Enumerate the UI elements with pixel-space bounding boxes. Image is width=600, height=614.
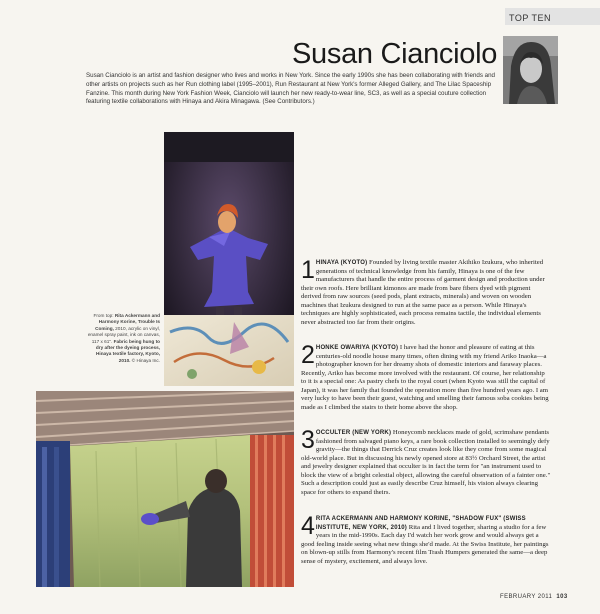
section-tag	[505, 8, 600, 25]
item-heading: HINAYA (KYOTO)	[315, 260, 368, 266]
item-text: Honeycomb necklaces made of gold, scrimshaw pendants fashioned from salvaged piano keys, a rare book collection installed to seemingly defy gravity—the things that Derrick Cruz creates look like they come from some magical old-world place. But in discussing his newly opened store at 83½ Orchard Street, the artist and jewelry designer explained that occulter is in fact the term for "an instrument used to block the view of a bright celestial object, allowing the careful observation of a fainter one." Such a description could just as easily describe Cruz himself, his vision always clearing space for others to expand theirs.	[301, 429, 551, 496]
issue-date: FEBRUARY 2011	[500, 594, 553, 600]
item-number: 2	[301, 341, 315, 369]
page-footer	[500, 594, 568, 600]
item-text: Rita and I lived together, sharing a studio for a few years in the mid-1990s. Each day I'd watch her work grow and would always get a good feeling inside seeing what new things she'd made. At the Swiss Institute, her paintings on blown-up stills from Harmony's recent film Trash Humpers generated the same—a deep sense of mystery, excitement, and always love.	[301, 523, 549, 565]
list-item-1	[301, 256, 551, 327]
author-portrait	[503, 36, 558, 104]
item-text: Founded by living textile master Akihiko Izukura, who inherited generations of technical knowledge from his family, Hinaya is one of the few manufacturers that handle the entire process of garment design and production under their own roofs. Here brilliant kimonos are made from bare fibers dyed with pigment derived from raw sources (seed pods, plant extracts, minerals) and woven on wooden machines that Izukura designed to run at the same pace as a person. While Hinaya's techniques are highly sophisticated, each process remains tactile, the individual elements never abstracted too far from their origins.	[301, 259, 545, 326]
list-item-2	[301, 341, 551, 412]
intro-paragraph: Susan Cianciolo is an artist and fashion designer who lives and works in New York. Since the early 1990s she has been collaborating with friends and other artists on projects such as her Run clothing label (1995–2001), Run Restaurant at New York's former Alleged Gallery, and The Lilac Spaceship Fanzine. This month during New York Fashion Week, Cianciolo will launch her new ready-to-wear line, SC3, as well as a special couture collection featuring textile collaborations with Hinaya and Akira Minagawa. (See Contributors.)	[86, 72, 495, 106]
list-item-3	[301, 426, 551, 497]
caption-artwork-details: 2010, acrylic on vinyl, enamel spray paint, ink on canvas, 117 x 61".	[87, 325, 160, 344]
photo-caption	[85, 313, 160, 364]
caption-credit: © Hinaya Inc.	[130, 357, 160, 363]
section-tag-label: TOP TEN	[509, 13, 552, 23]
item-heading: OCCULTER (NEW YORK)	[315, 430, 392, 436]
item-heading: HONKE OWARIYA (KYOTO)	[315, 345, 399, 351]
list-item-4	[301, 512, 551, 566]
item-number: 3	[301, 426, 315, 454]
textile-factory-photo	[36, 391, 294, 587]
caption-artwork-title: Rita Ackermann and Harmony Korine, Trouble Is Coming,	[95, 313, 160, 331]
item-number: 4	[301, 512, 315, 540]
item-heading: RITA ACKERMANN AND HARMONY KORINE, "SHADOW FUX" (SWISS INSTITUTE, NEW YORK, 2010)	[315, 516, 526, 531]
item-text: I have had the honor and pleasure of eating at this centuries-old noodle house many times, often dining with my friend Ariko Inaoka—a photographer known for her dreamy shots of domestic interiors and faraway places. Recently, Ariko has become more involved with the restaurant. Of course, her relationship to it is a special one: As pastry chefs to the royal court (when Kyoto was still the capital of Japan), it was her family that founded the operation more than five hundred years ago. I am very lucky to have been their guest, watching and smelling their famous soba cookies being made as I climbed the stairs to their home above the shop.	[301, 344, 549, 411]
page-number: 103	[556, 594, 568, 600]
artwork-photo	[164, 132, 294, 386]
article-title: Susan Cianciolo	[292, 38, 498, 70]
caption-factory-title: Fabric being hung to dry after the dyeing process, Hinaya textile factory, Kyoto, 2010.	[95, 338, 160, 363]
caption-lead: From top:	[93, 313, 115, 318]
item-number: 1	[301, 256, 315, 284]
